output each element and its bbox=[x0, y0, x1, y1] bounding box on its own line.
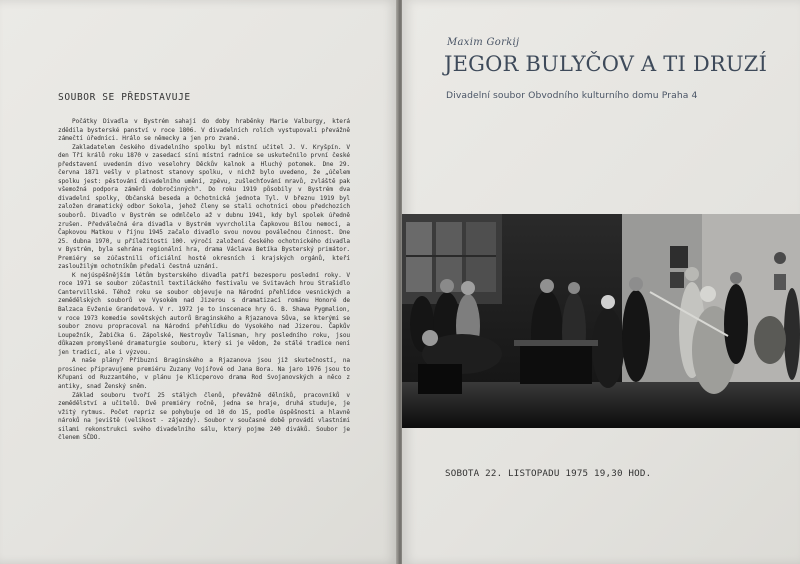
history-text bbox=[58, 118, 350, 443]
paragraph: K nejúspěšnějším létům bysterského divadla patří bezesporu poslední roky. V roce 1971 se soubor zúčastnil textiláckého festivalu ve Svitavách hrou Strašidlo Cantervillské. Téhož roku se soubor objevuje na Národní přehlídce vesnických a zemědělských souborů ve Vysokém nad Jizerou s dramatizací románu Honoré de Balzaca Evženie Grandetová. V r. 1972 je to inscenace hry G. B. Shawa Pygmalion, v roce 1973 komedie sovětských autorů Braginského a Rjazanova Sůva, se kterými se soubor znovu propracoval na Národní přehlídku do Vysokého nad Jizerou. Čapkův Loupežník, Žabička G. Zápolské, Nestroyův Talisman, hry posledního roku, jsou důkazem promyšlené dramaturgie souboru, který si je vědom, že stálé tradice není jen tradicí, ale i výzvou. bbox=[58, 271, 350, 356]
paragraph: Zakladatelem českého divadelního spolku byl místní učitel J. V. Kryšpín. V den Tří králů roku 1870 v zasedací síni místní radnice se uskutečnilo první české představení uvedením divo veselohry Děckův kalnok a Hluchý potomek. Dne 29. června 1871 vešly v platnost stanovy spolku, v nichž bylo uvedeno, že „účelem spolku jest: pěstování divadelního umění, zpěvu, zušlechťování mravů, zvláště pak všemožná podpora záměrů dobročinných". Do roku 1919 působily v Bystrém dva divadelní spolky, Občanská beseda a Ochotnická jednota Tyl. V březnu 1919 byl založen dramatický odbor Sokola, jehož členy se stali ochotníci obou předchozích souborů. Divadlo v Bystrém se odmlčelo až v dubnu 1941, kdy byl spolek úředně zrušen. Předválečná éra divadla v Bystrém vyvrcholila Čapkovou Bílou nemocí, a Čapkovou Matkou v říjnu 1945 začalo divadlo svou novou poválečnou činnost. Dne 25. dubna 1970, u příležitosti 100. výročí založení českého ochotnického divadla v Bystrém, byla sehrána regionální hra, drama Václava Betíka Bysterský primátor. Premiéry se zúčastnili oficiální hosté okresních i krajských orgánů, kteří zasloužilým ochotníkům předali čestná uznání. bbox=[58, 143, 350, 271]
left-page bbox=[0, 0, 398, 564]
section-heading: SOUBOR SE PŘEDSTAVUJE bbox=[58, 92, 191, 103]
author-name: Maxim Gorkij bbox=[447, 37, 520, 48]
paragraph: Základ souboru tvoří 25 stálých členů, převážně dělníků, pracovníků v zemědělství a učitelů. Dvě premiéry ročně, jedna se hraje, druhá studuje, je vžitý rytmus. Počet repriz se pohybuje od 10 do 15, podle úspěšnosti a hlavně nároků na jeviště (velikost - zájezdy). Soubor v současné době provádí vlastními silami rekonstrukci svého divadelního sálu, který pojme 240 diváků. Soubor je členem SČDO. bbox=[58, 391, 350, 442]
play-title: JEGOR BULYČOV A TI DRUZÍ bbox=[444, 52, 768, 76]
paragraph: Počátky Divadla v Bystrém sahají do doby hraběnky Marie Valburgy, která zdědila bysterské panství v roce 1806. V divadelních rolích vystupovali převážně zámečtí úředníci. Hrálo se německy a jen pro zvané. bbox=[58, 118, 350, 143]
stage-photo-image bbox=[402, 214, 800, 428]
paragraph: A naše plány? Příbuzní Braginského a Rjazanova jsou již skutečností, na prosinec připravujeme premiéru Zuzany Vojířové od Jana Bora. Na jaro 1976 jsou to Křupani od Ruzzantého, v plánu je Klicperovo drama Rod Svojanovských a něco z antiky, snad Ženský sněm. bbox=[58, 357, 350, 390]
stage-photo bbox=[402, 214, 800, 428]
performance-datetime: SOBOTA 22. LISTOPADU 1975 19,30 HOD. bbox=[445, 468, 652, 479]
ensemble-name: Divadelní soubor Obvodního kulturního domu Praha 4 bbox=[446, 90, 698, 101]
